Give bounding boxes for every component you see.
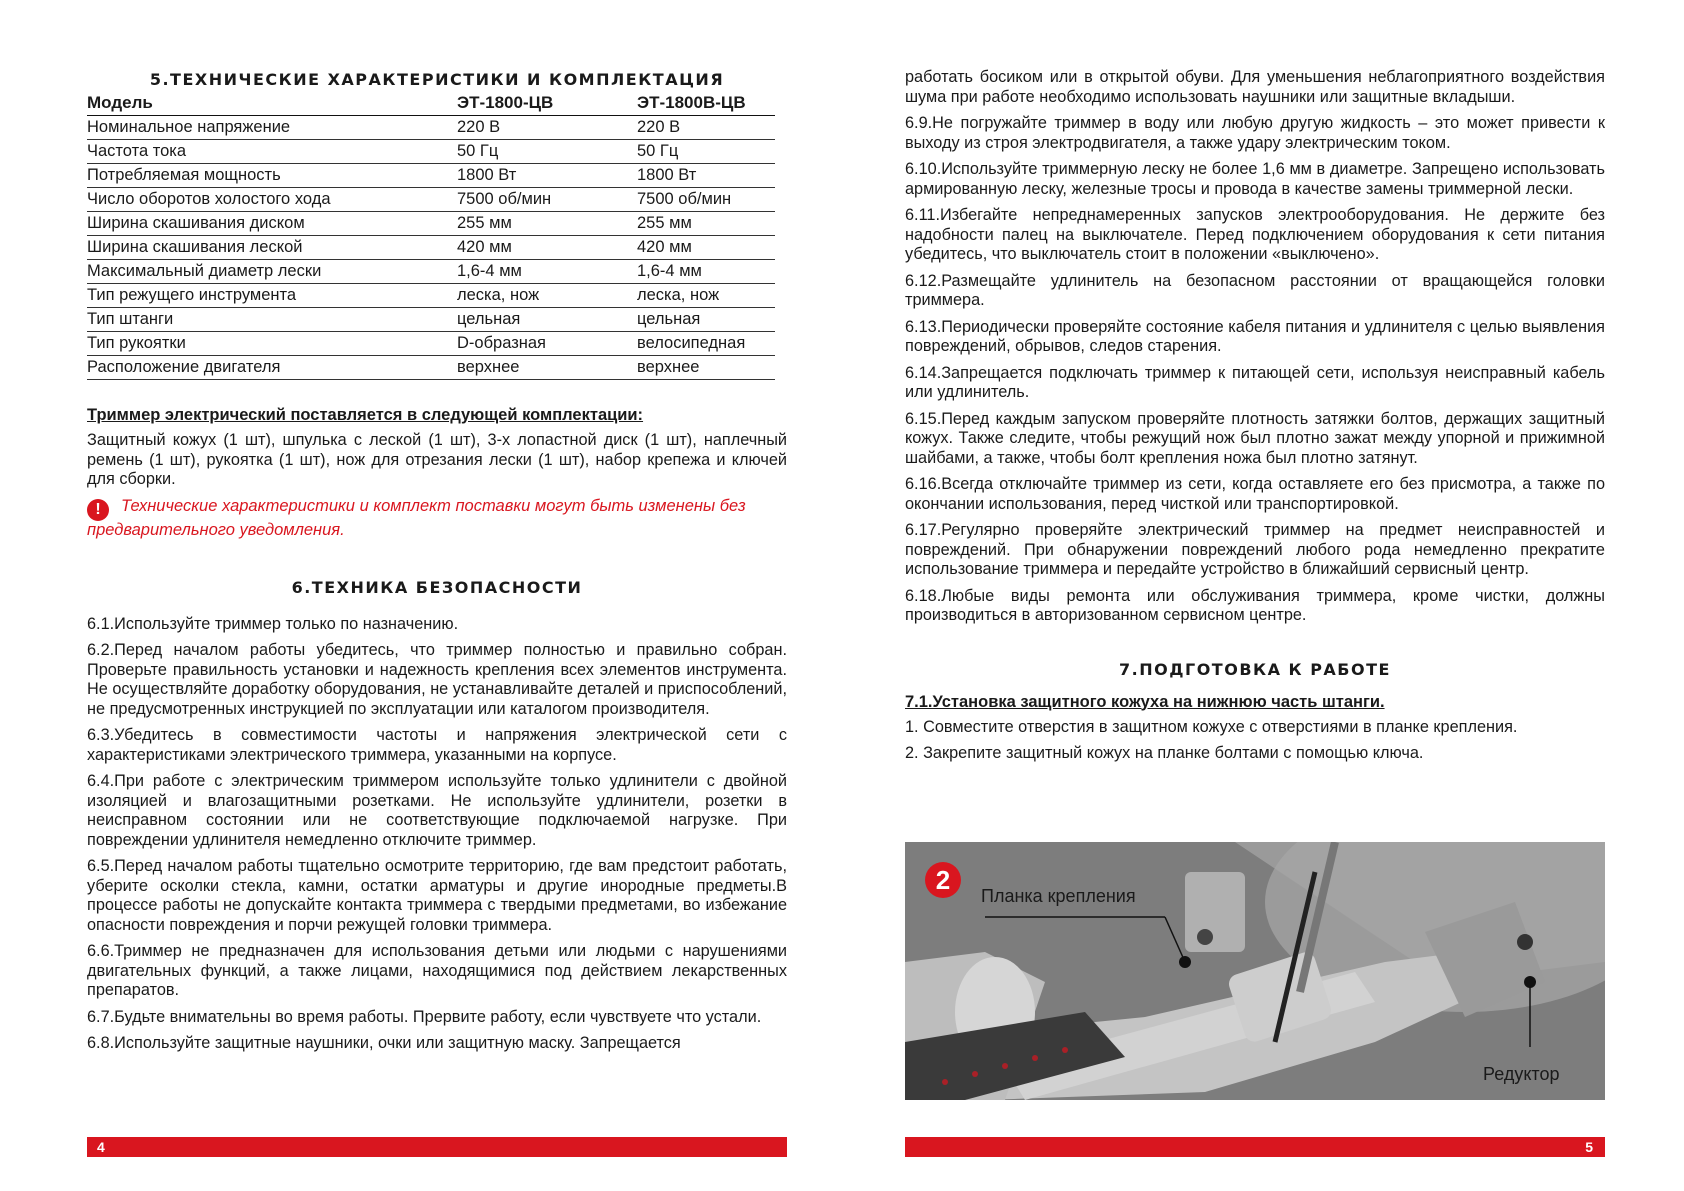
spec-param: Число оборотов холостого хода: [87, 188, 457, 212]
spec-param: Потребляемая мощность: [87, 164, 457, 188]
safety-paragraph: 6.6.Триммер не предназначен для использования детьми или людьми с нарушениями двигательных функций, а также лицами, находящимися под действием лекарственных препаратов.: [87, 942, 787, 999]
safety-paragraph: 6.17.Регулярно проверяйте электрический триммер на предмет неисправностей и повреждений. При обнаружении повреждений любого рода немедленно прекратите использование триммера и передайте устройство в ближайший сервисный центр.: [905, 521, 1605, 578]
spec-param: Номинальное напряжение: [87, 116, 457, 140]
safety-paragraph: 6.3.Убедитесь в совместимости частоты и напряжения электрической сети с характеристиками электрического триммера, указанными на корпусе.: [87, 726, 787, 764]
spec-value: 50 Гц: [457, 140, 637, 164]
safety-paragraph: 6.7.Будьте внимательны во время работы. Прервите работу, если чувствуете что устали.: [87, 1007, 762, 1026]
step-badge: 2: [925, 862, 961, 898]
spec-value: 1,6-4 мм: [637, 260, 775, 284]
spec-row: [87, 260, 775, 284]
spec-row: [87, 284, 775, 308]
spec-param: Ширина скашивания диском: [87, 212, 457, 236]
spec-value: верхнее: [457, 356, 637, 380]
section5-title: 5.ТЕХНИЧЕСКИЕ ХАРАКТЕРИСТИКИ И КОМПЛЕКТАЦИЯ: [149, 70, 725, 89]
safety-paragraph: 6.4.При работе с электрическим триммером используйте только удлинители с двойной изоляцией и влагозащитными розетками. Не используйте удлинители, розетки в неисправном состоянии или не соответствующие подключаемой нагрузке. При повреждении удлинителя немедленно отключите триммер.: [87, 772, 787, 849]
step-1: 1. Совместите отверстия в защитном кожухе с отверстиями в планке крепления.: [905, 717, 1518, 736]
spec-value: 220 В: [457, 116, 637, 140]
safety-paragraph: 6.12.Размещайте удлинитель на безопасном расстоянии от вращающейся головки триммера.: [905, 271, 1605, 309]
spec-param: Максимальный диаметр лески: [87, 260, 457, 284]
note-text: Технические характеристики и комплект поставки могут быть изменены без предварительного уведомления.: [87, 496, 746, 539]
safety-paragraph: 6.10.Используйте триммерную леску не более 1,6 мм в диаметре. Запрещено использовать армированную леску, железные тросы и провода в качестве замены триммерной лески.: [905, 160, 1605, 198]
safety-paragraph: работать босиком или в открытой обуви. Для уменьшения неблагоприятного воздействия шума при работе необходимо использовать наушники или защитные вкладыши.: [905, 68, 1605, 106]
spec-header-model: Модель: [87, 93, 457, 116]
safety-paragraph: 6.18.Любые виды ремонта или обслуживания триммера, кроме чистки, должны производиться в авторизованном сервисном центре.: [905, 586, 1605, 624]
safety-paragraph: 6.9.Не погружайте триммер в воду или любую другую жидкость – это может привести к выходу из строя электродвигателя, а также удару электрическим током.: [905, 114, 1605, 152]
safety-paragraph: 6.16.Всегда отключайте триммер из сети, когда оставляете его без присмотра, а также по окончании использования, перед чисткой или транспортировкой.: [905, 475, 1605, 513]
safety-paragraph: 6.1.Используйте триммер только по назначению.: [87, 614, 459, 633]
spec-value: 420 мм: [457, 236, 637, 260]
label-bracket: Планка крепления: [981, 886, 1136, 906]
spec-param: Ширина скашивания леской: [87, 236, 457, 260]
safety-paragraph: 6.13.Периодически проверяйте состояние кабеля питания и удлинителя с целью выявления повреждений, обрывов, следов старения.: [905, 317, 1605, 355]
spec-row: [87, 212, 775, 236]
spec-row: [87, 236, 775, 260]
spec-value: 1800 Вт: [637, 164, 775, 188]
spec-row: [87, 116, 775, 140]
spec-value: 420 мм: [637, 236, 775, 260]
right-page: [905, 0, 1605, 771]
spec-table: [87, 93, 775, 380]
safety-paragraph: 6.15.Перед каждым запуском проверяйте плотность затяжки болтов, держащих защитный кожух. Также следите, чтобы режущий нож был плотно зажат между упорной и прижимной шайбами, а также, чтобы болт крепления ножа был плотно затянут.: [905, 409, 1605, 467]
photo-illustration: [905, 842, 1605, 1100]
spec-param: Тип рукоятки: [87, 332, 457, 356]
spec-param: Тип режущего инструмента: [87, 284, 457, 308]
safety-paragraph: 6.11.Избегайте непреднамеренных запусков электрооборудования. Не держите без надобности палец на выключателе. Перед подключением оборудования к сети питания убедитесь, что выключатель стоит в положении «выключено».: [905, 206, 1605, 263]
spec-value: цельная: [637, 308, 775, 332]
page-number-right: 5: [1585, 1139, 1593, 1155]
section7-title: 7.ПОДГОТОВКА К РАБОТЕ: [1119, 659, 1391, 679]
section6-title: 6.ТЕХНИКА БЕЗОПАСНОСТИ: [291, 577, 583, 597]
spec-value: велосипедная: [637, 332, 775, 356]
spec-param: Тип штанги: [87, 308, 457, 332]
spec-value: 220 В: [637, 116, 775, 140]
safety-paragraph: 6.5.Перед началом работы тщательно осмотрите территорию, где вам предстоит работать, уберите осколки стекла, камни, остатки арматуры и другие инородные предметы.В процессе работы не допускайте контакта триммера с твердыми предметами, во избежание опасности повреждения и порчи режущей головки триммера.: [87, 857, 787, 934]
spec-value: 1,6-4 мм: [457, 260, 637, 284]
spec-value: леска, нож: [457, 284, 637, 308]
footer-bar-right: [905, 1137, 1605, 1157]
spec-value: 7500 об/мин: [457, 188, 637, 212]
safety-continued-list: [905, 68, 1605, 626]
spec-row: [87, 164, 775, 188]
spec-value: леска, нож: [637, 284, 775, 308]
spec-header-model2: ЭТ-1800В-ЦВ: [637, 93, 775, 116]
safety-paragraph: 6.2.Перед началом работы убедитесь, что триммер полностью и правильно собран. Проверьте правильность установки и надежность крепления всех элементов инструмента. Не осуществляйте доработку оборудования, не устанавливайте деталей и приспособлений, не предусмотренных инструкцией по эксплуатации или каталогом производителя.: [87, 641, 787, 718]
label-reducer: Редуктор: [1483, 1064, 1560, 1084]
warning-icon: !: [87, 499, 109, 521]
spec-row: [87, 140, 775, 164]
spec-param: Частота тока: [87, 140, 457, 164]
sub-heading: 7.1.Установка защитного кожуха на нижнюю часть штанги.: [905, 692, 1385, 711]
spec-row: [87, 356, 775, 380]
spec-row: [87, 308, 775, 332]
spec-value: 50 Гц: [637, 140, 775, 164]
spec-header-row: [87, 93, 775, 116]
spec-body: [87, 116, 775, 380]
kit-text: Защитный кожух (1 шт), шпулька с леской (1 шт), 3-х лопастной диск (1 шт), наплечный ремень (1 шт), рукоятка (1 шт), нож для отрезания лески (1 шт), набор крепежа и ключей для сборки.: [87, 431, 787, 488]
spec-value: 1800 Вт: [457, 164, 637, 188]
step-2: 2. Закрепите защитный кожух на планке болтами с помощью ключа.: [905, 744, 1424, 762]
safety-list: [87, 615, 787, 1054]
spec-header-model1: ЭТ-1800-ЦВ: [457, 93, 637, 116]
spec-value: 255 мм: [637, 212, 775, 236]
safety-paragraph: 6.14.Запрещается подключать триммер к питающей сети, используя неисправный кабель или удлинитель.: [905, 363, 1605, 401]
footer-bar-left: [87, 1137, 787, 1157]
spec-param: Расположение двигателя: [87, 356, 457, 380]
kit-heading: Триммер электрический поставляется в следующей комплектации:: [87, 406, 644, 424]
page-number-left: 4: [97, 1139, 105, 1155]
spec-row: [87, 332, 775, 356]
assembly-photo: [905, 842, 1605, 1100]
spec-value: D-образная: [457, 332, 637, 356]
spec-row: [87, 188, 775, 212]
spec-value: верхнее: [637, 356, 775, 380]
safety-paragraph: 6.8.Используйте защитные наушники, очки или защитную маску. Запрещается: [87, 1034, 681, 1052]
spec-value: цельная: [457, 308, 637, 332]
spec-value: 7500 об/мин: [637, 188, 775, 212]
note: [87, 497, 787, 540]
left-page: [87, 0, 787, 1061]
spec-value: 255 мм: [457, 212, 637, 236]
